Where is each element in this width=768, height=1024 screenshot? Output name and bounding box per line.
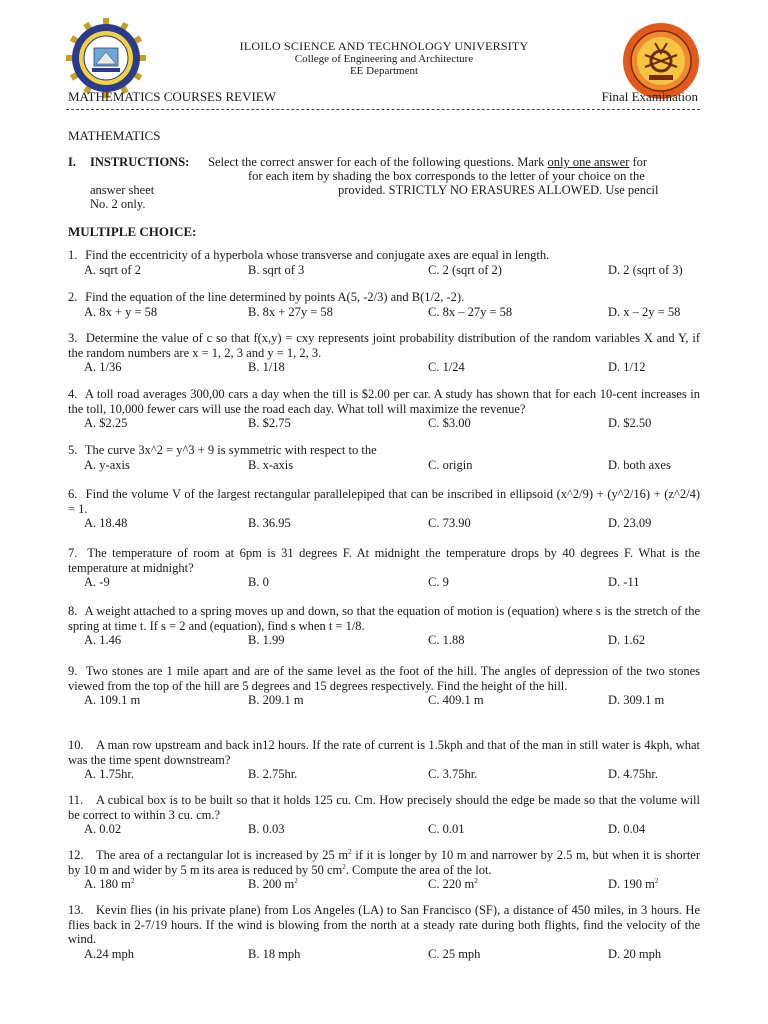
choice-c: C. 220 $m^2$ bbox=[428, 876, 478, 891]
instructions-label: INSTRUCTIONS: bbox=[90, 155, 190, 169]
choice-c: C. 25 mph bbox=[428, 946, 481, 961]
choice-b: B. 1.99 bbox=[248, 633, 285, 647]
choice-d: D. 4.75hr. bbox=[608, 767, 658, 781]
question-12: 12. The area of a rectangular lot is increased by 25 $m^2$ if it is longer by 10 m and narrower by 2.5 m, but when it is shorter by 10 m and wider by 5 m its area is reduced by 50 $cm^2$. Compute the area of the lot. A. 180 $m^2$ B. 200 $m^2$ C. 220 $m^2$ D. 190 $m^2$ bbox=[68, 847, 700, 891]
choice-d: D. $2.50 bbox=[608, 416, 652, 430]
question-10: 10. A man row upstream and back in12 hours. If the rate of current is 1.5kph and that of the man in still water is 4kph, what was the time spent downstream? A. 1.75hr. B. 2.75hr. C. 3.75hr. D. 4.75hr. bbox=[68, 738, 700, 781]
choice-b: B. sqrt of 3 bbox=[248, 262, 305, 277]
choice-d: D. 2 (sqrt of 3) bbox=[608, 262, 683, 277]
instructions-text-2: for each item by shading the box corresponds to the letter of your choice on the bbox=[248, 169, 645, 183]
question-2: 2. Find the equation of the line determined by points A(5, -2/3) and B(1/2, -2). A. 8x + y = 58 B. 8x + 27y = 58 C. 8x – 27y = 58 D. x – 2y = 58 bbox=[68, 290, 681, 319]
instructions-text-4: provided. STRICTLY NO ERASURES ALLOWED. Use pencil bbox=[338, 183, 659, 197]
choice-a: A. 18.48 bbox=[84, 516, 128, 530]
question-11: 11. A cubical box is to be built so that it holds 125 cu. Cm. How precisely should the edge be made so that the volume will be correct to within 3 cu. cm.? A. 0.02 B. 0.03 C. 0.01 D. 0.04 bbox=[68, 793, 700, 836]
choice-c: C. 3.75hr. bbox=[428, 767, 478, 781]
question-6: 6. Find the volume V of the largest rectangular parallelepiped that can be inscribed in ellipsoid (x^2/9) + (y^2/16) + (z^2/4) = 1. A. 18.48 B. 36.95 C. 73.90 D. 23.09 bbox=[68, 487, 700, 530]
question-9: 9. Two stones are 1 mile apart and are of the same level as the foot of the hill. The angles of depression of the two stones viewed from the top of the hill are 5 degrees and 15 degrees respectively. Find the height of the hill. A. 109.1 m B. 209.1 m C. 409.1 m D. 309.1 m bbox=[68, 664, 700, 707]
university-name: ILOILO SCIENCE AND TECHNOLOGY UNIVERSITY bbox=[239, 39, 529, 53]
choice-b: B. $2.75 bbox=[248, 416, 291, 430]
question-13: 13. Kevin flies (in his private plane) from Los Angeles (LA) to San Francisco (SF), a distance of 450 miles, in 3 hours. He flies back in 2-7/19 hours. If the wind is blowing from the north at a steady rate during both flights, find the velocity of the wind. A.24 mph B. 18 mph C. 25 mph D. 20 mph bbox=[68, 903, 700, 961]
choice-b: B. 0 bbox=[248, 575, 269, 589]
choice-d: D. 23.09 bbox=[608, 516, 652, 530]
choice-d: D. 1/12 bbox=[608, 360, 646, 374]
question-4: 4. A toll road averages 300,00 cars a day when the till is $2.00 per car. A study has shown that for each 10-cent increases in the toll, 10,000 fewer cars will use the road each day. What toll will maximize the revenue? A. $2.25 B. $2.75 C. $3.00 D. $2.50 bbox=[68, 387, 701, 430]
choice-b: B. 2.75hr. bbox=[248, 767, 298, 781]
choice-d: D. x – 2y = 58 bbox=[608, 304, 681, 319]
choice-a: A.24 mph bbox=[84, 946, 134, 961]
choice-c: C. 8x – 27y = 58 bbox=[428, 304, 513, 319]
question-1: 1. Find the eccentricity of a hyperbola whose transverse and conjugate axes are equal in length. A. sqrt of 2 B. sqrt of 3 C. 2 (sqrt of 2) D. 2 (sqrt of 3) bbox=[68, 248, 683, 277]
header-divider bbox=[66, 109, 700, 110]
choice-a: A. $2.25 bbox=[84, 416, 128, 430]
section-title: MATHEMATICS bbox=[68, 128, 161, 143]
choice-a: A. 0.02 bbox=[84, 822, 122, 836]
choice-a: A. 109.1 m bbox=[84, 693, 141, 707]
question-3: 3. Determine the value of c so that f(x,y) = cxy represents joint probability distribution of the random variables X and Y, if the random numbers are x = 1, 2, 3 and y = 1, 2, 3. A. 1/36 B. 1/18 C. 1/24 D. 1/12 bbox=[68, 331, 701, 374]
instructions-text-3: answer sheet bbox=[90, 183, 155, 197]
choice-a: A. -9 bbox=[84, 575, 110, 589]
choice-b: B. 209.1 m bbox=[248, 693, 304, 707]
choice-d: D. 1.62 bbox=[608, 633, 646, 647]
multiple-choice-title: MULTIPLE CHOICE: bbox=[68, 224, 197, 239]
choice-d: D. 20 mph bbox=[608, 946, 662, 961]
question-8: 8. A weight attached to a spring moves up and down, so that the equation of motion is (equation) where s is the stretch of the spring at time t. If s = 2 and (equation), find s when t = 1/8. A. 1.46 B. 1.99 C. 1.88 D. 1.62 bbox=[68, 604, 700, 647]
choice-a: A. sqrt of 2 bbox=[84, 262, 141, 277]
choice-a: A. 1.75hr. bbox=[84, 767, 134, 781]
question-7: 7. The temperature of room at 6pm is 31 degrees F. At midnight the temperature drops by 40 degrees F. What is the temperature at midnight? A. -9 B. 0 C. 9 D. -11 bbox=[68, 546, 700, 589]
instructions-text-5: No. 2 only. bbox=[90, 197, 146, 211]
choice-b: B. 8x + 27y = 58 bbox=[248, 304, 333, 319]
college-name: College of Engineering and Architecture bbox=[294, 53, 474, 65]
choice-b: B. 36.95 bbox=[248, 516, 291, 530]
choice-c: C. $3.00 bbox=[428, 416, 471, 430]
instructions-text-1: Select the correct answer for each of the following questions. Mark bbox=[208, 155, 545, 169]
choice-c: C. 0.01 bbox=[428, 822, 465, 836]
choice-c: C. 73.90 bbox=[428, 516, 471, 530]
choice-d: D. 190 $m^2$ bbox=[608, 876, 659, 891]
choice-c: C. 2 (sqrt of 2) bbox=[428, 262, 502, 277]
instructions-underlined: only one answer bbox=[547, 155, 630, 169]
choice-c: C. origin bbox=[428, 457, 473, 472]
choice-c: C. 1/24 bbox=[428, 360, 465, 374]
choice-d: D. both axes bbox=[608, 457, 671, 472]
choice-b: B. x-axis bbox=[248, 457, 294, 472]
choice-c: C. 9 bbox=[428, 575, 449, 589]
choice-a: A. 8x + y = 58 bbox=[84, 304, 158, 319]
choice-d: D. -11 bbox=[608, 575, 640, 589]
choice-c: C. 1.88 bbox=[428, 633, 465, 647]
choice-b: B. 18 mph bbox=[248, 946, 301, 961]
choice-c: C. 409.1 m bbox=[428, 693, 484, 707]
choice-a: A. 1/36 bbox=[84, 360, 122, 374]
choice-d: D. 0.04 bbox=[608, 822, 646, 836]
instructions-number: I. bbox=[68, 155, 76, 169]
choice-b: B. 200 $m^2$ bbox=[248, 876, 298, 891]
exam-type: Final Examination bbox=[601, 89, 698, 104]
instructions-block: I. INSTRUCTIONS: Select the correct answer for each of the following questions. Mark only one answer for for each item by shading the box corresponds to the letter of your choice on the answer sheet provided. STRICTLY NO ERASURES ALLOWED. Use pencil No. 2 only. bbox=[68, 155, 659, 211]
choice-b: B. 0.03 bbox=[248, 822, 285, 836]
department-name: EE Department bbox=[349, 65, 419, 77]
choice-d: D. 309.1 m bbox=[608, 693, 665, 707]
choice-a: A. 1.46 bbox=[84, 633, 122, 647]
question-5: 5. The curve 3x^2 = y^3 + 9 is symmetric with respect to the A. y-axis B. x-axis C. origin D. both axes bbox=[68, 443, 671, 472]
review-title: MATHEMATICS COURSES REVIEW bbox=[68, 89, 277, 104]
choice-b: B. 1/18 bbox=[248, 360, 285, 374]
choice-a: A. y-axis bbox=[84, 457, 130, 472]
choice-a: A. 180 $m^2$ bbox=[84, 876, 135, 891]
